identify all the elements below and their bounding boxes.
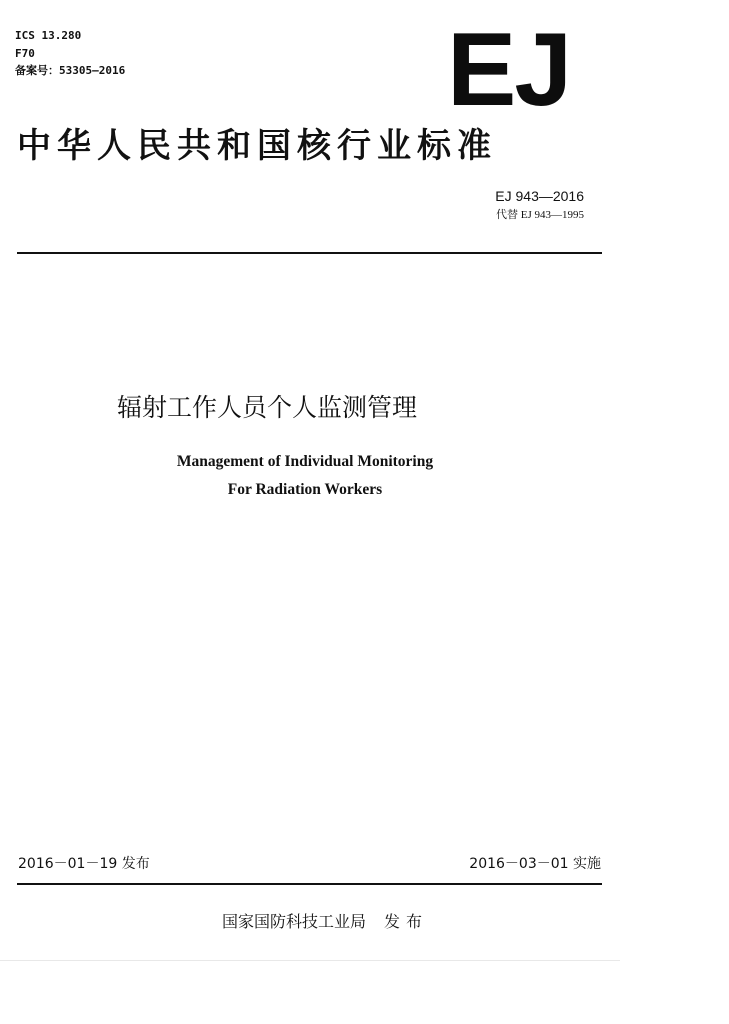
- publisher-line: [0, 912, 650, 932]
- effective-date: 2016－03－01 实施: [469, 856, 601, 872]
- document-title-zh: 辐射工作人员个人监测管理: [117, 393, 418, 422]
- record-number: 备案号：53305—2016: [15, 64, 126, 77]
- standard-title: 中华人民共和国核行业标准: [17, 126, 497, 166]
- publisher-name: 国家国防科技工业局: [221, 912, 366, 931]
- replaces-standard: 代替 EJ 943—1995: [496, 209, 584, 221]
- document-title-en-line1: Management of Individual Monitoring: [176, 453, 434, 470]
- page-edge-line: [0, 960, 620, 961]
- ics-code: ICS 13.280: [15, 29, 82, 42]
- standard-number: EJ 943—2016: [495, 188, 584, 204]
- publisher-action: 发布: [384, 912, 429, 931]
- classification-code: F70: [15, 47, 35, 60]
- ej-logo: EJ: [447, 12, 571, 128]
- bottom-divider: [17, 883, 602, 885]
- issue-date: 2016－01－19 发布: [18, 856, 150, 872]
- top-divider: [17, 252, 602, 254]
- document-title-en-line2: For Radiation Workers: [227, 481, 383, 498]
